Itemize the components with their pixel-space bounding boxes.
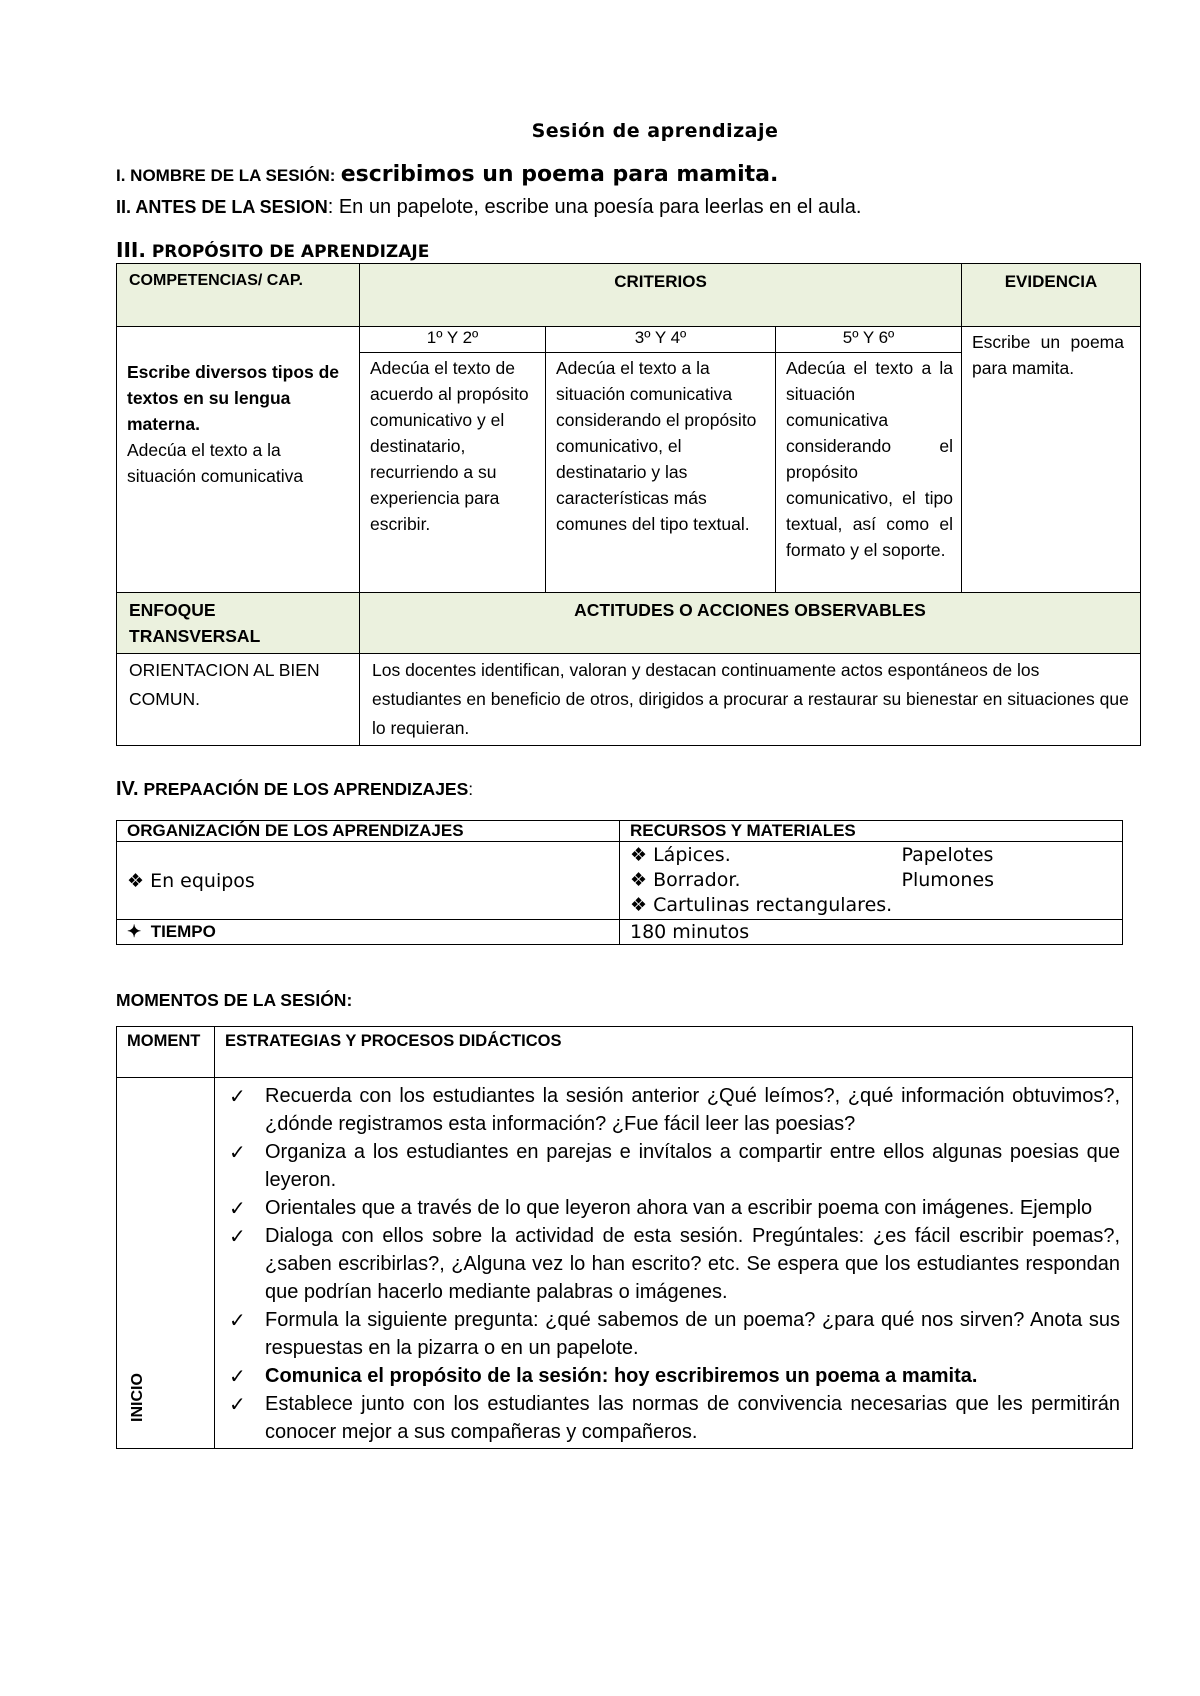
grade-5-6: 5º Y 6º [776, 327, 962, 353]
resource-label: Cartulinas rectangulares. [653, 894, 893, 916]
list-item [229, 1390, 1120, 1446]
session-name-label: I. NOMBRE DE LA SESIÓN [116, 166, 330, 185]
section-label: PREPAACIÓN DE LOS APRENDIZAJES [143, 779, 469, 799]
diamond-bullet-icon: ❖ [630, 894, 648, 916]
list-item [229, 1194, 1120, 1222]
organizacion-item: En equipos [150, 869, 255, 892]
diamond-bullet-icon: ❖ [630, 844, 648, 866]
strategy-list [215, 1078, 1132, 1448]
grade-1-2: 1º Y 2º [360, 327, 546, 353]
section-number: III. [116, 238, 146, 262]
check-icon: ✓ [229, 1308, 246, 1332]
header-organizacion: ORGANIZACIÓN DE LOS APRENDIZAJES [117, 821, 620, 842]
criterio-3-4: Adecúa el texto a la situación comunicativa considerando el propósito comunicativo, el destinatario y las características más comunes del tipo textual. [546, 353, 776, 593]
list-item-text: Dialoga con ellos sobre la actividad de esta sesión. Pregúntales: ¿es fácil escribir poemas?, ¿saben escribirlas?, ¿Alguna vez lo han escrito? etc. Se espera que los estudiantes respondan que podrían hacerlo mediante palabras o imágenes. [265, 1225, 1120, 1303]
header-evidencia: EVIDENCIA [962, 264, 1141, 327]
page-title: Sesión de aprendizaje [531, 120, 779, 142]
resource-label: Borrador. [653, 869, 741, 891]
diamond-bullet-icon: ❖ [127, 869, 145, 892]
actitudes-value: Los docentes identifican, valoran y destacan continuamente actos espontáneos de los estudiantes en beneficio de otros, dirigidos a procurar a restaurar su bienestar en situaciones que lo requieran. [360, 654, 1141, 746]
organizacion-cell [117, 842, 620, 920]
header-competencias: COMPETENCIAS/ CAP. [117, 264, 360, 327]
session-name-line [116, 162, 778, 187]
check-icon: ✓ [229, 1364, 246, 1388]
resource-label: Plumones [901, 869, 995, 891]
competencia-capacity: Adecúa el texto a la situación comunicativa [127, 440, 304, 486]
prep-table [116, 820, 1123, 945]
tiempo-value: 180 minutos [620, 920, 1123, 945]
before-session-value: En un papelote, escribe una poesía para leerlas en el aula. [338, 196, 862, 218]
section-prep-heading [116, 778, 473, 801]
strategies-cell [215, 1078, 1133, 1449]
diamond-bullet-icon: ❖ [630, 869, 648, 891]
header-estrategias: ESTRATEGIAS Y PROCESOS DIDÁCTICOS [215, 1027, 1133, 1078]
purpose-table [116, 263, 1141, 746]
phase-cell [117, 1078, 215, 1449]
enfoque-value: ORIENTACION AL BIEN COMUN. [117, 654, 360, 746]
list-item [229, 1082, 1120, 1138]
list-item-text: Recuerda con los estudiantes la sesión anterior ¿Qué leímos?, ¿qué información obtuvimos?, ¿dónde registramos esta información? ¿Fue fácil leer las poesias? [265, 1085, 1120, 1135]
criterio-1-2: Adecúa el texto de acuerdo al propósito comunicativo y el destinatario, recurriendo a su experiencia para escribir. [360, 353, 546, 593]
header-criterios: CRITERIOS [360, 264, 962, 327]
check-icon: ✓ [229, 1140, 246, 1164]
criterio-5-6: Adecúa el texto a la situación comunicativa considerando el propósito comunicativo, el tipo textual, así como el formato y el soporte. [776, 353, 962, 593]
check-icon: ✓ [229, 1196, 246, 1220]
session-name-value: escribimos un poema para mamita. [340, 162, 779, 187]
resource-item [630, 893, 1112, 918]
check-icon: ✓ [229, 1224, 246, 1248]
competencia-title: Escribe diversos tipos de textos en su lengua materna. [127, 362, 340, 434]
before-session-line [116, 196, 861, 219]
resource-item [630, 843, 1112, 868]
list-item [229, 1222, 1120, 1306]
resource-label: Papelotes [901, 844, 994, 866]
colon: : [329, 166, 336, 185]
list-item-text: Establece junto con los estudiantes las normas de convivencia necesarias que les permitirán conocer mejor a sus compañeras y compañeros. [265, 1393, 1120, 1443]
list-item-text: Formula la siguiente pregunta: ¿qué sabemos de un poema? ¿para qué nos sirven? Anota sus respuestas en la pizarra o en un papelote. [265, 1309, 1120, 1359]
header-enfoque: ENFOQUE TRANSVERSAL [117, 593, 360, 654]
list-item [229, 1138, 1120, 1194]
tiempo-label-cell [117, 920, 620, 945]
resource-label: Lápices. [653, 844, 731, 866]
phase-label: INICIO [129, 1373, 146, 1422]
list-item-text: Comunica el propósito de la sesión: hoy escribiremos un poema a mamita. [265, 1365, 978, 1387]
before-session-label: II. ANTES DE LA SESION [116, 197, 328, 217]
section-number: IV. [116, 778, 139, 800]
colon: : [327, 196, 334, 218]
header-recursos: RECURSOS Y MATERIALES [620, 821, 1123, 842]
evidencia-cell: Escribe un poema para mamita. [962, 327, 1141, 593]
header-actitudes: ACTITUDES O ACCIONES OBSERVABLES [360, 593, 1141, 654]
list-item [229, 1306, 1120, 1362]
resource-item [630, 868, 1112, 893]
grade-3-4: 3º Y 4º [546, 327, 776, 353]
header-moment: MOMENT [117, 1027, 215, 1078]
check-icon: ✓ [229, 1392, 246, 1416]
section-purpose-heading [116, 238, 429, 262]
check-icon: ✓ [229, 1084, 246, 1108]
section-label: PROPÓSITO DE APRENDIZAJE [151, 242, 430, 262]
competencia-cell [117, 327, 360, 593]
list-item-text: Organiza a los estudiantes en parejas e invítalos a compartir entre ellos algunas poesias que leyeron. [265, 1141, 1120, 1191]
recursos-cell [620, 842, 1123, 920]
momentos-heading: MOMENTOS DE LA SESIÓN: [116, 990, 353, 1010]
section-suffix: : [468, 779, 474, 799]
list-item [229, 1362, 1120, 1390]
star-bullet-icon: ✦ [127, 922, 142, 941]
list-item-text: Orientales que a través de lo que leyeron ahora van a escribir poema con imágenes. Ejemplo [265, 1197, 1093, 1219]
tiempo-label: TIEMPO [150, 922, 216, 941]
momentos-table [116, 1026, 1133, 1449]
